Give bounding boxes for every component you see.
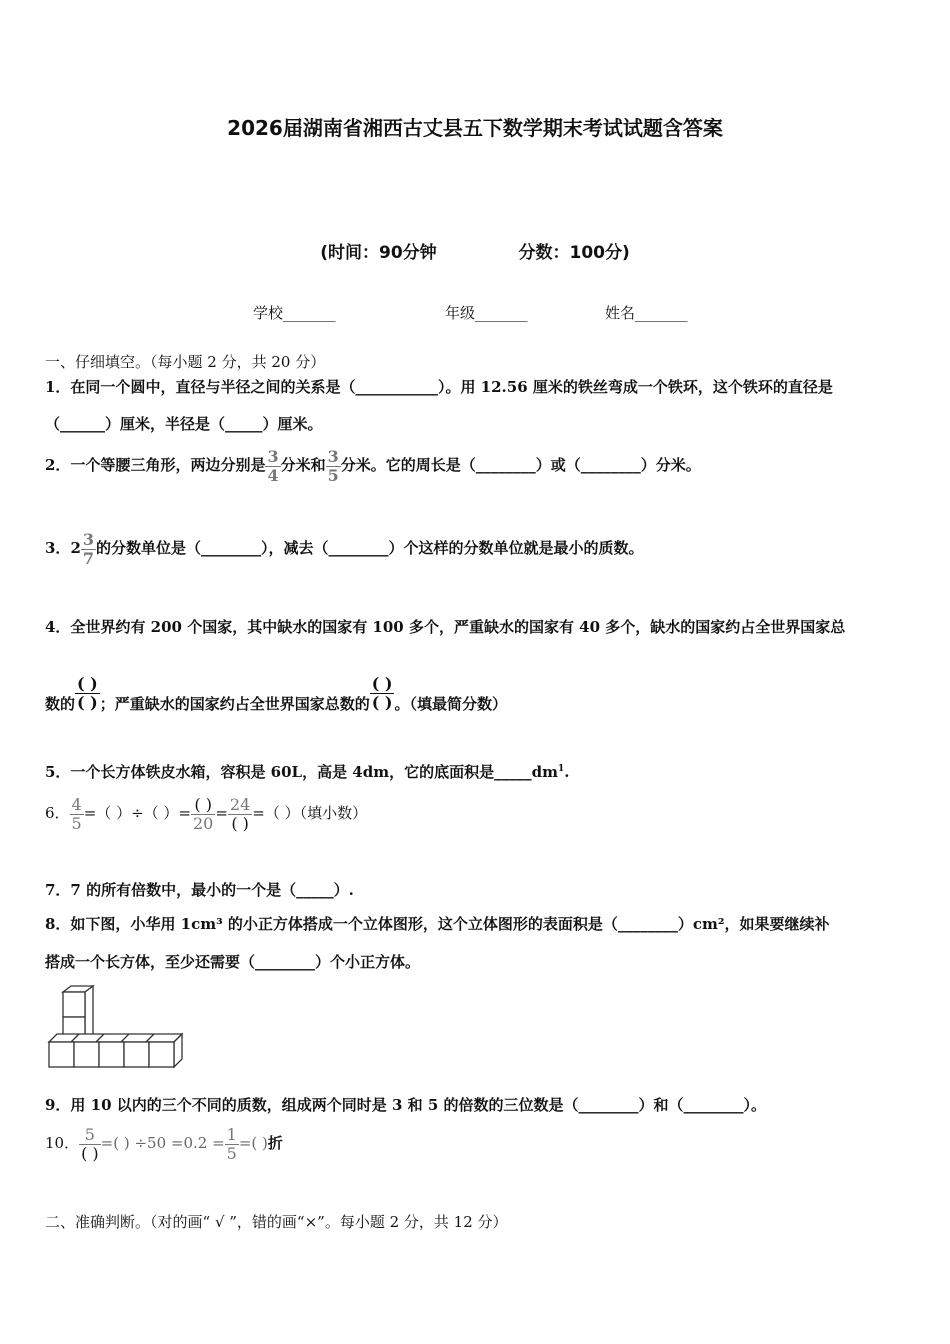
q2-fraction-1: $\frac{3}{4}$ — [267, 447, 279, 485]
section2-heading: 二、准确判断。（对的画“ √ ”，错的画“×”。每小题 2 分，共 12 分） — [45, 1213, 508, 1231]
q6 — [45, 796, 367, 832]
q8-line1: 8．如下图，小华用 1cm³ 的小正方体搭成一个立体图形，这个立体图形的表面积是（________）cm²，如果要继续补 — [45, 915, 830, 933]
section1-heading: 一、仔细填空。（每小题 2 分，共 20 分） — [45, 353, 326, 371]
q6-equals: = — [215, 804, 228, 823]
exam-info — [0, 238, 950, 263]
q5-superscript: 1 — [557, 764, 565, 774]
q3-whole: 2 — [70, 539, 81, 558]
q3-suffix: 的分数单位是（________），减去（________）个这样的分数单位就是最小的质数。 — [96, 539, 644, 558]
q10-middle: =( ) ÷50 =0.2 = — [100, 1134, 225, 1153]
q10-end: =( ) — [238, 1134, 268, 1153]
q3 — [45, 531, 644, 567]
grade-field: 年级_______ — [445, 304, 528, 322]
q5-text: 5．一个长方体铁皮水箱，容积是 60L，高是 4dm，它的底面积是_____dm — [45, 763, 558, 781]
q10-tail: 折 — [267, 1134, 283, 1153]
exam-time: (时间：90分钟 — [320, 243, 437, 263]
name-field: 姓名_______ — [605, 304, 688, 322]
q4-line1: 4．全世界约有 200 个国家，其中缺水的国家有 100 多个，严重缺水的国家有 40 多个，缺水的国家约占全世界国家总 — [45, 618, 846, 636]
q8-line2: 搭成一个长方体，至少还需要（________）个小正方体。 — [45, 953, 421, 971]
q3-fraction: $\frac{3}{7}$ — [82, 530, 95, 568]
q6-fraction-1: $\frac{4}{5}$ — [71, 795, 82, 833]
q2 — [45, 448, 701, 484]
q10-prefix: 10． — [45, 1134, 80, 1153]
q4-text-c: 。（填最简分数） — [394, 695, 507, 714]
q6-text-a: =（ ）÷（ ）= — [83, 804, 191, 823]
q4-text-a: 数的 — [45, 695, 76, 714]
q2-prefix: 2．一个等腰三角形，两边分别是 — [45, 456, 266, 475]
q5-end: . — [564, 763, 570, 781]
q1-line1: 1．在同一个圆中，直径与半径之间的关系是（___________）。用 12.56 厘米的铁丝弯成一个铁环，这个铁环的直径是 — [45, 378, 833, 396]
q10 — [45, 1126, 283, 1162]
q6-fraction-3: $\frac{24}{( )}$ — [229, 795, 251, 833]
cube-figure — [45, 984, 190, 1070]
q6-text-b: =（ ）（填小数） — [252, 804, 368, 823]
q10-fraction-2: $\frac{1}{5}$ — [226, 1125, 237, 1163]
exam-score: 分数：100分) — [518, 243, 630, 263]
q2-suffix: 分米。它的周长是（________）或（________）分米。 — [340, 456, 701, 475]
q6-prefix: 6． — [45, 804, 70, 823]
q4-line2 — [45, 675, 507, 714]
q7: 7．7 的所有倍数中，最小的一个是（_____）. — [45, 881, 354, 899]
q2-mid: 分米和 — [280, 456, 326, 475]
q4-fraction-2: $\frac{( )}{( )}$ — [371, 674, 393, 712]
q6-fraction-2: $\frac{( )}{20}$ — [192, 795, 214, 833]
q9: 9．用 10 以内的三个不同的质数，组成两个同时是 3 和 5 的倍数的三位数是（________）和（________）。 — [45, 1096, 767, 1114]
q10-fraction-1: $\frac{5}{( )}$ — [81, 1125, 99, 1163]
q4-fraction-1: $\frac{( )}{( )}$ — [77, 674, 98, 712]
q2-fraction-2: $\frac{3}{5}$ — [327, 447, 339, 485]
q3-prefix: 3． — [45, 539, 71, 558]
page-title: 2026届湖南省湘西古丈县五下数学期末考试试题含答案 — [227, 116, 723, 140]
q5 — [45, 761, 569, 782]
school-field: 学校_______ — [253, 304, 336, 322]
q1-line2: （______）厘米，半径是（_____）厘米。 — [45, 415, 323, 433]
q4-text-b: ；严重缺水的国家约占全世界国家总数的 — [99, 695, 370, 714]
